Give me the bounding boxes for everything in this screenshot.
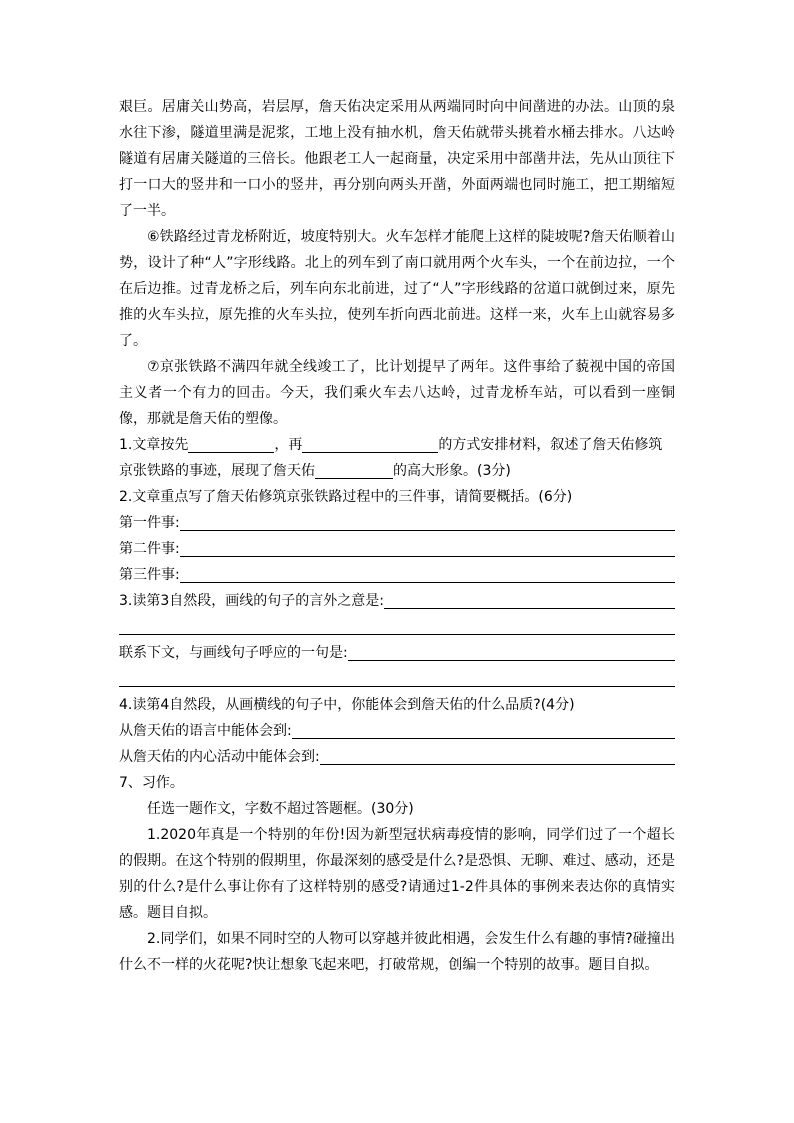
answer-line-event-2[interactable] bbox=[180, 539, 675, 557]
question-1-line-1: 1.文章按先 ，再 的方式安排材料，叙述了詹天佑修筑 bbox=[119, 432, 675, 458]
answer-blank-first-order[interactable] bbox=[188, 434, 274, 453]
question-4-language: 从詹天佑的语言中能体会到: bbox=[119, 718, 675, 744]
answer-line-echo-sentence[interactable] bbox=[348, 643, 675, 661]
question-2-item-2: 第二件事: bbox=[119, 536, 675, 562]
composition-instructions: 任选一题作文，字数不超过答题框。(30分) bbox=[147, 801, 414, 817]
question-4-prompt: 4.读第4自然段，从画横线的句子中，你能体会到詹天佑的什么品质?(4分) bbox=[119, 697, 575, 713]
question-3-follow-up: 联系下文，与画线句子呼应的一句是: bbox=[119, 640, 675, 666]
worksheet-page bbox=[119, 94, 675, 978]
composition-topic-1: 1.2020年真是一个特别的年份!因为新型冠状病毒疫情的影响，同学们过了一个超长的假期。在这个特别的假期里，你最深刻的感受是什么?是恐惧、无聊、难过、感动，还是别的什么?是什么事让你有了这样特别的感受?请通过1-2件具体的事例来表达你的真情实感。题目自拟。 bbox=[119, 827, 675, 921]
answer-line-echo-sentence-2[interactable] bbox=[119, 666, 675, 692]
answer-line-implied-meaning-2[interactable] bbox=[119, 614, 675, 640]
passage-paragraph-5-continued: 艰巨。居庸关山势高，岩层厚，詹天佑决定采用从两端同时向中间凿进的办法。山顶的泉水往下渗，隧道里满是泥浆，工地上没有抽水机，詹天佑就带头挑着水桶去排水。八达岭隧道有居庸关隧道的三倍长。他跟老工人一起商量，决定采用中部凿井法，先从山顶往下打一口大的竖井和一口小的竖井，再分别向两头开凿，外面两端也同时施工，把工期缩短了一半。 bbox=[119, 99, 675, 219]
answer-line-event-3[interactable] bbox=[180, 565, 675, 583]
question-3-prompt: 3.读第3自然段，画线的句子的言外之意是: bbox=[119, 588, 675, 614]
composition-topic-2: 2.同学们，如果不同时空的人物可以穿越并彼此相遇，会发生什么有趣的事情?碰撞出什么不一样的火花呢?快让想象飞起来吧，打破常规，创编一个特别的故事。题目自拟。 bbox=[119, 931, 675, 973]
answer-line-event-1[interactable] bbox=[180, 513, 675, 531]
question-1-line-2: 京张铁路的事迹，展现了詹天佑 的高大形象。(3分) bbox=[119, 458, 675, 484]
question-2-item-1: 第一件事: bbox=[119, 510, 675, 536]
question-2-prompt: 2.文章重点写了詹天佑修筑京张铁路过程中的三件事，请简要概括。(6分) bbox=[119, 489, 573, 505]
question-4-inner-thoughts: 从詹天佑的内心活动中能体会到: bbox=[119, 744, 675, 770]
answer-line-implied-meaning[interactable] bbox=[384, 591, 675, 609]
answer-line-language-quality[interactable] bbox=[292, 721, 675, 739]
composition-heading: 7、习作。 bbox=[119, 775, 184, 791]
answer-blank-image[interactable] bbox=[315, 460, 393, 479]
answer-line-inner-quality[interactable] bbox=[320, 747, 675, 765]
question-2-item-3: 第三件事: bbox=[119, 562, 675, 588]
passage-paragraph-6: ⑥铁路经过青龙桥附近，坡度特别大。火车怎样才能爬上这样的陡坡呢?詹天佑顺着山势，设计了种“人”字形线路。北上的列车到了南口就用两个火车头，一个在前边拉，一个在后边推。过青龙桥之后，列车向东北前进，过了“人”字形线路的岔道口就倒过来，原先推的火车头拉，原先推的火车头拉，使列车折向西北前进。这样一来，火车上山就容易多了。 bbox=[119, 229, 675, 349]
answer-blank-then-order[interactable] bbox=[302, 434, 438, 453]
passage-paragraph-7: ⑦京张铁路不满四年就全线竣工了，比计划提早了两年。这件事给了藐视中国的帝国主义者一个有力的回击。今天，我们乘火车去八达岭，过青龙桥车站，可以看到一座铜像，那就是詹天佑的塑像。 bbox=[119, 359, 675, 427]
